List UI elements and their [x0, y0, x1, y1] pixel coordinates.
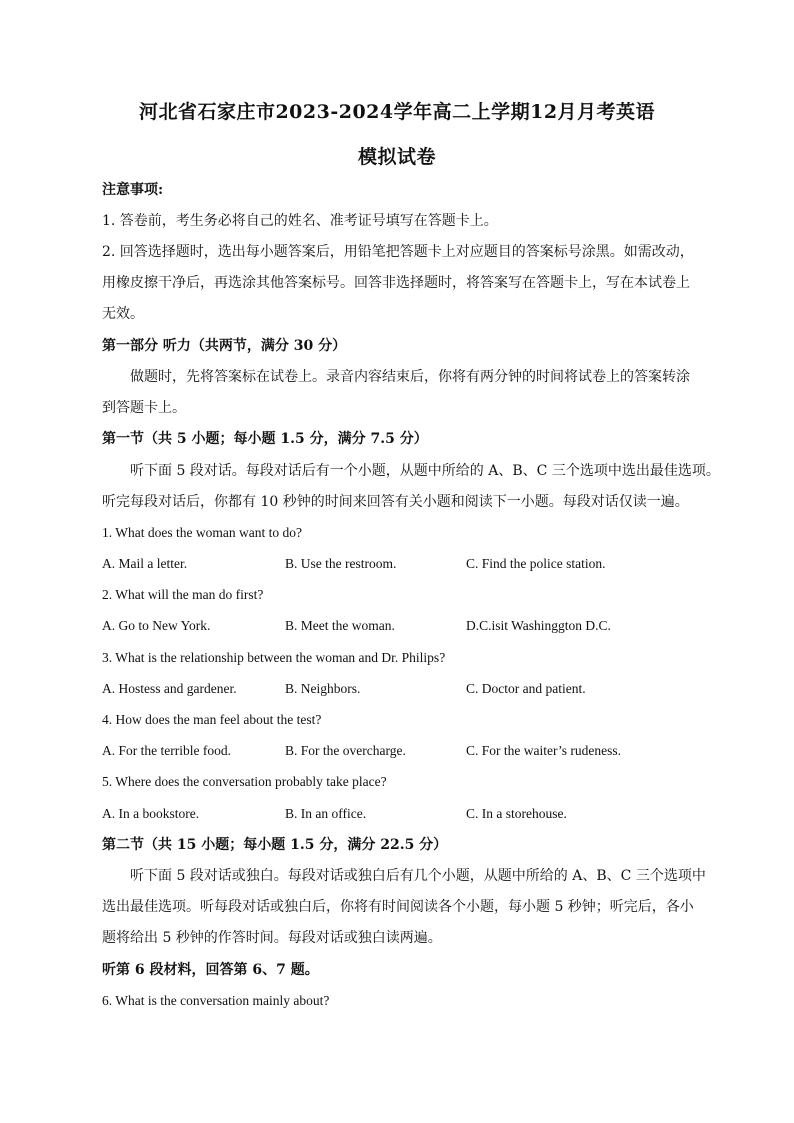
question-2-option-a: A. Go to New York.: [102, 618, 211, 633]
note-2-line-2: 用橡皮擦干净后，再选涂其他答案标号。回答非选择题时，将答案写在答题卡上，写在本试卷上: [102, 275, 690, 291]
part1-heading: 第一部分 听力（共两节，满分 30 分）: [102, 338, 347, 354]
question-3-option-c: C. Doctor and patient.: [466, 681, 586, 696]
question-5: 5. Where does the conversation probably take place?: [102, 774, 387, 789]
notes-heading: 注意事项:: [102, 182, 164, 198]
exam-title: 河北省石家庄市2023-2024学年高二上学期12月月考英语: [138, 101, 656, 123]
question-1-option-c: C. Find the police station.: [466, 556, 606, 571]
question-5-option-c: C. In a storehouse.: [466, 806, 567, 821]
exam-subtitle: 模拟试卷: [357, 146, 436, 168]
question-6: 6. What is the conversation mainly about?: [102, 993, 330, 1008]
question-2-option-c: D.C.isit Washinggton D.C.: [466, 618, 611, 633]
question-5-option-b: B. In an office.: [285, 806, 367, 821]
material6-heading: 听第 6 段材料，回答第 6、7 题。: [102, 962, 319, 978]
section2-intro-line-1: 听下面 5 段对话或独白。每段对话或独白后有几个小题，从题中所给的 A、B、C 三个选项中: [130, 868, 706, 884]
section2-intro-line-2: 选出最佳选项。听每段对话或独白后，你将有时间阅读各个小题，每小题 5 秒钟；听完后，各小: [102, 899, 694, 915]
question-2-option-b: B. Meet the woman.: [285, 618, 395, 633]
question-2: 2. What will the man do first?: [102, 587, 264, 602]
part1-intro-line-1: 做题时，先将答案标在试卷上。录音内容结束后，你将有两分钟的时间将试卷上的答案转涂: [130, 369, 690, 385]
note-2-line-1: 2. 回答选择题时，选出每小题答案后，用铅笔把答题卡上对应题目的答案标号涂黑。如需改动，: [102, 244, 694, 260]
question-1: 1. What does the woman want to do?: [102, 525, 302, 540]
note-2-line-3: 无效。: [102, 306, 144, 322]
question-4-option-b: B. For the overcharge.: [285, 743, 406, 758]
question-4: 4. How does the man feel about the test?: [102, 712, 322, 727]
section1-intro-line-2: 听完每段对话后，你都有 10 秒钟的时间来回答有关小题和阅读下一小题。每段对话仅读一遍。: [102, 494, 689, 510]
section1-intro-line-1: 听下面 5 段对话。每段对话后有一个小题，从题中所给的 A、B、C 三个选项中选出最佳选项。: [130, 463, 720, 479]
question-3-option-a: A. Hostess and gardener.: [102, 681, 237, 696]
section1-heading: 第一节（共 5 小题；每小题 1.5 分，满分 7.5 分）: [102, 431, 428, 447]
note-1: 1. 答卷前，考生务必将自己的姓名、准考证号填写在答题卡上。: [102, 213, 498, 229]
question-1-option-b: B. Use the restroom.: [285, 556, 397, 571]
question-3-option-b: B. Neighbors.: [285, 681, 361, 696]
question-1-option-a: A. Mail a letter.: [102, 556, 188, 571]
section2-heading: 第二节（共 15 小题；每小题 1.5 分，满分 22.5 分）: [102, 837, 448, 853]
question-4-option-a: A. For the terrible food.: [102, 743, 231, 758]
part1-intro-line-2: 到答题卡上。: [102, 400, 186, 416]
question-4-option-c: C. For the waiter’s rudeness.: [466, 743, 621, 758]
section2-intro-line-3: 题将给出 5 秒钟的作答时间。每段对话或独白读两遍。: [102, 930, 442, 946]
question-3: 3. What is the relationship between the woman and Dr. Philips?: [102, 650, 446, 665]
question-5-option-a: A. In a bookstore.: [102, 806, 200, 821]
